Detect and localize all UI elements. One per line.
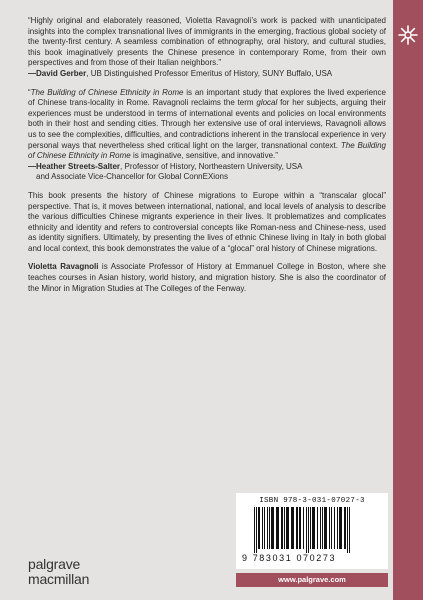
- reviewer-name: Heather Streets-Salter: [36, 161, 121, 171]
- isbn-label: ISBN 978-3-031-07027-3: [259, 497, 365, 505]
- glocal-term: glocal: [256, 98, 278, 108]
- barcode-bar: [296, 507, 298, 549]
- barcode-bar: [339, 507, 342, 549]
- barcode-bar: [347, 507, 348, 553]
- isbn-barcode-box: [236, 493, 388, 569]
- publisher-line-2: macmillan: [28, 571, 90, 587]
- barcode-bar: [329, 507, 330, 549]
- review-quote: “Highly original and elaborately reasoned, Violetta Ravagnoli’s work is packed with unanticipated insights into the complex transnational lives of immigrants in the emerging, fractious global society of the twenty-first century. A seamless combination of ethnography, oral history, and cultural studies, this book imaginatively presents the Chinese presence in contemporary Rome, from their own perspectives and from those of their Italian neighbors.”: [28, 16, 386, 68]
- review-1: [28, 16, 386, 80]
- barcode-bar: [267, 507, 268, 549]
- barcode-bar: [317, 507, 318, 549]
- author-bio: Violetta Ravagnoli is Associate Professor of History at Emmanuel College in Boston, where she teaches courses in Asian history, world history, and migration history. She is also the coordinator of the Minor in Migration Studies at The Colleges of the Fenway.: [28, 262, 386, 293]
- barcode-bar: [334, 507, 335, 549]
- book-title: The Building of Chinese Ethnicity in Rome: [28, 140, 386, 161]
- barcode-bar: [349, 507, 350, 553]
- reviewer-name: David Gerber: [36, 68, 87, 78]
- barcode-bar: [262, 507, 263, 549]
- back-cover-text: [28, 16, 386, 294]
- review-attribution: —David Gerber, UB Distinguished Professor Emeritus of History, SUNY Buffalo, USA: [28, 68, 333, 78]
- barcode-bar: [337, 507, 338, 549]
- publisher-line-1: palgrave: [28, 556, 81, 572]
- publisher-url[interactable]: www.palgrave.com: [236, 573, 388, 587]
- barcode-bar: [310, 507, 311, 549]
- reviewer-affiliation: , UB Distinguished Professor Emeritus of History, SUNY Buffalo, USA: [86, 68, 333, 78]
- barcode-bar: [281, 507, 283, 549]
- reviewer-affiliation-2: and Associate Vice-Chancellor for Global ConnEXions: [36, 172, 228, 182]
- barcode-bar: [258, 507, 260, 549]
- review-quote: “The Building of Chinese Ethnicity in Rome is an important study that explores the lived experience of Chinese trans-locality in Rome. Ravagnoli reclaims the term glocal for her subjects, arguing their experiences must be understood in terms of international events and policies on local environments both in their host and sending cities. Through her extensive use of oral interviews, Ravagnoli allows us to see the complexities, difficulties, and contradictions inherent in the translocal experience in very personal ways that nevertheless shed critical light on the larger, transnational context. The Building of Chinese Ethnicity in Rome is imaginative, sensitive, and innovative.”: [28, 87, 386, 161]
- spine-strip: [393, 0, 423, 600]
- palgrave-star-icon: [393, 20, 423, 50]
- barcode-bar: [264, 507, 265, 549]
- review-2: [28, 88, 386, 183]
- barcode: [252, 507, 376, 553]
- barcode-bar: [331, 507, 332, 549]
- barcode-bar: [322, 507, 323, 549]
- book-description: This book presents the history of Chinese migrations to Europe within a “transcalar glocal” perspective. That is, it moves between international, national, and local levels of analysis to describe the various difficulties Chinese migrants experience in their lives. It problematizes and complicates ethnicity and identity and refers to controversial concepts like Roman-ness and Chinese-ness, used as identity signifiers. Ultimately, by presenting the lives of ethnic Chinese living in Italy in both global and local context, this book demonstrates the value of a “glocal” oral history of Chinese migrations.: [28, 190, 386, 253]
- barcode-bar: [286, 507, 289, 549]
- barcode-bar: [276, 507, 279, 549]
- barcode-bar: [308, 507, 309, 553]
- barcode-bar: [254, 507, 255, 553]
- barcode-bar: [271, 507, 274, 549]
- barcode-bar: [324, 507, 327, 549]
- barcode-bar: [256, 507, 257, 553]
- publisher-logo: [28, 557, 89, 587]
- barcode-bar: [291, 507, 294, 549]
- author-name: Violetta Ravagnoli: [28, 262, 99, 272]
- review-attribution: —Heather Streets-Salter, Professor of History, Northeastern University, USA: [28, 161, 303, 171]
- barcode-bar: [306, 507, 307, 553]
- barcode-bar: [284, 507, 285, 549]
- barcode-bar: [269, 507, 270, 549]
- book-title: The Building of Chinese Ethnicity in Rome: [30, 87, 184, 97]
- barcode-bar: [303, 507, 304, 549]
- barcode-bar: [344, 507, 346, 549]
- barcode-bar: [312, 507, 315, 549]
- barcode-bar: [320, 507, 321, 549]
- barcode-bar: [299, 507, 301, 549]
- reviewer-affiliation: , Professor of History, Northeastern University, USA: [120, 161, 303, 171]
- barcode-digits: 9 783031 070273: [242, 553, 337, 563]
